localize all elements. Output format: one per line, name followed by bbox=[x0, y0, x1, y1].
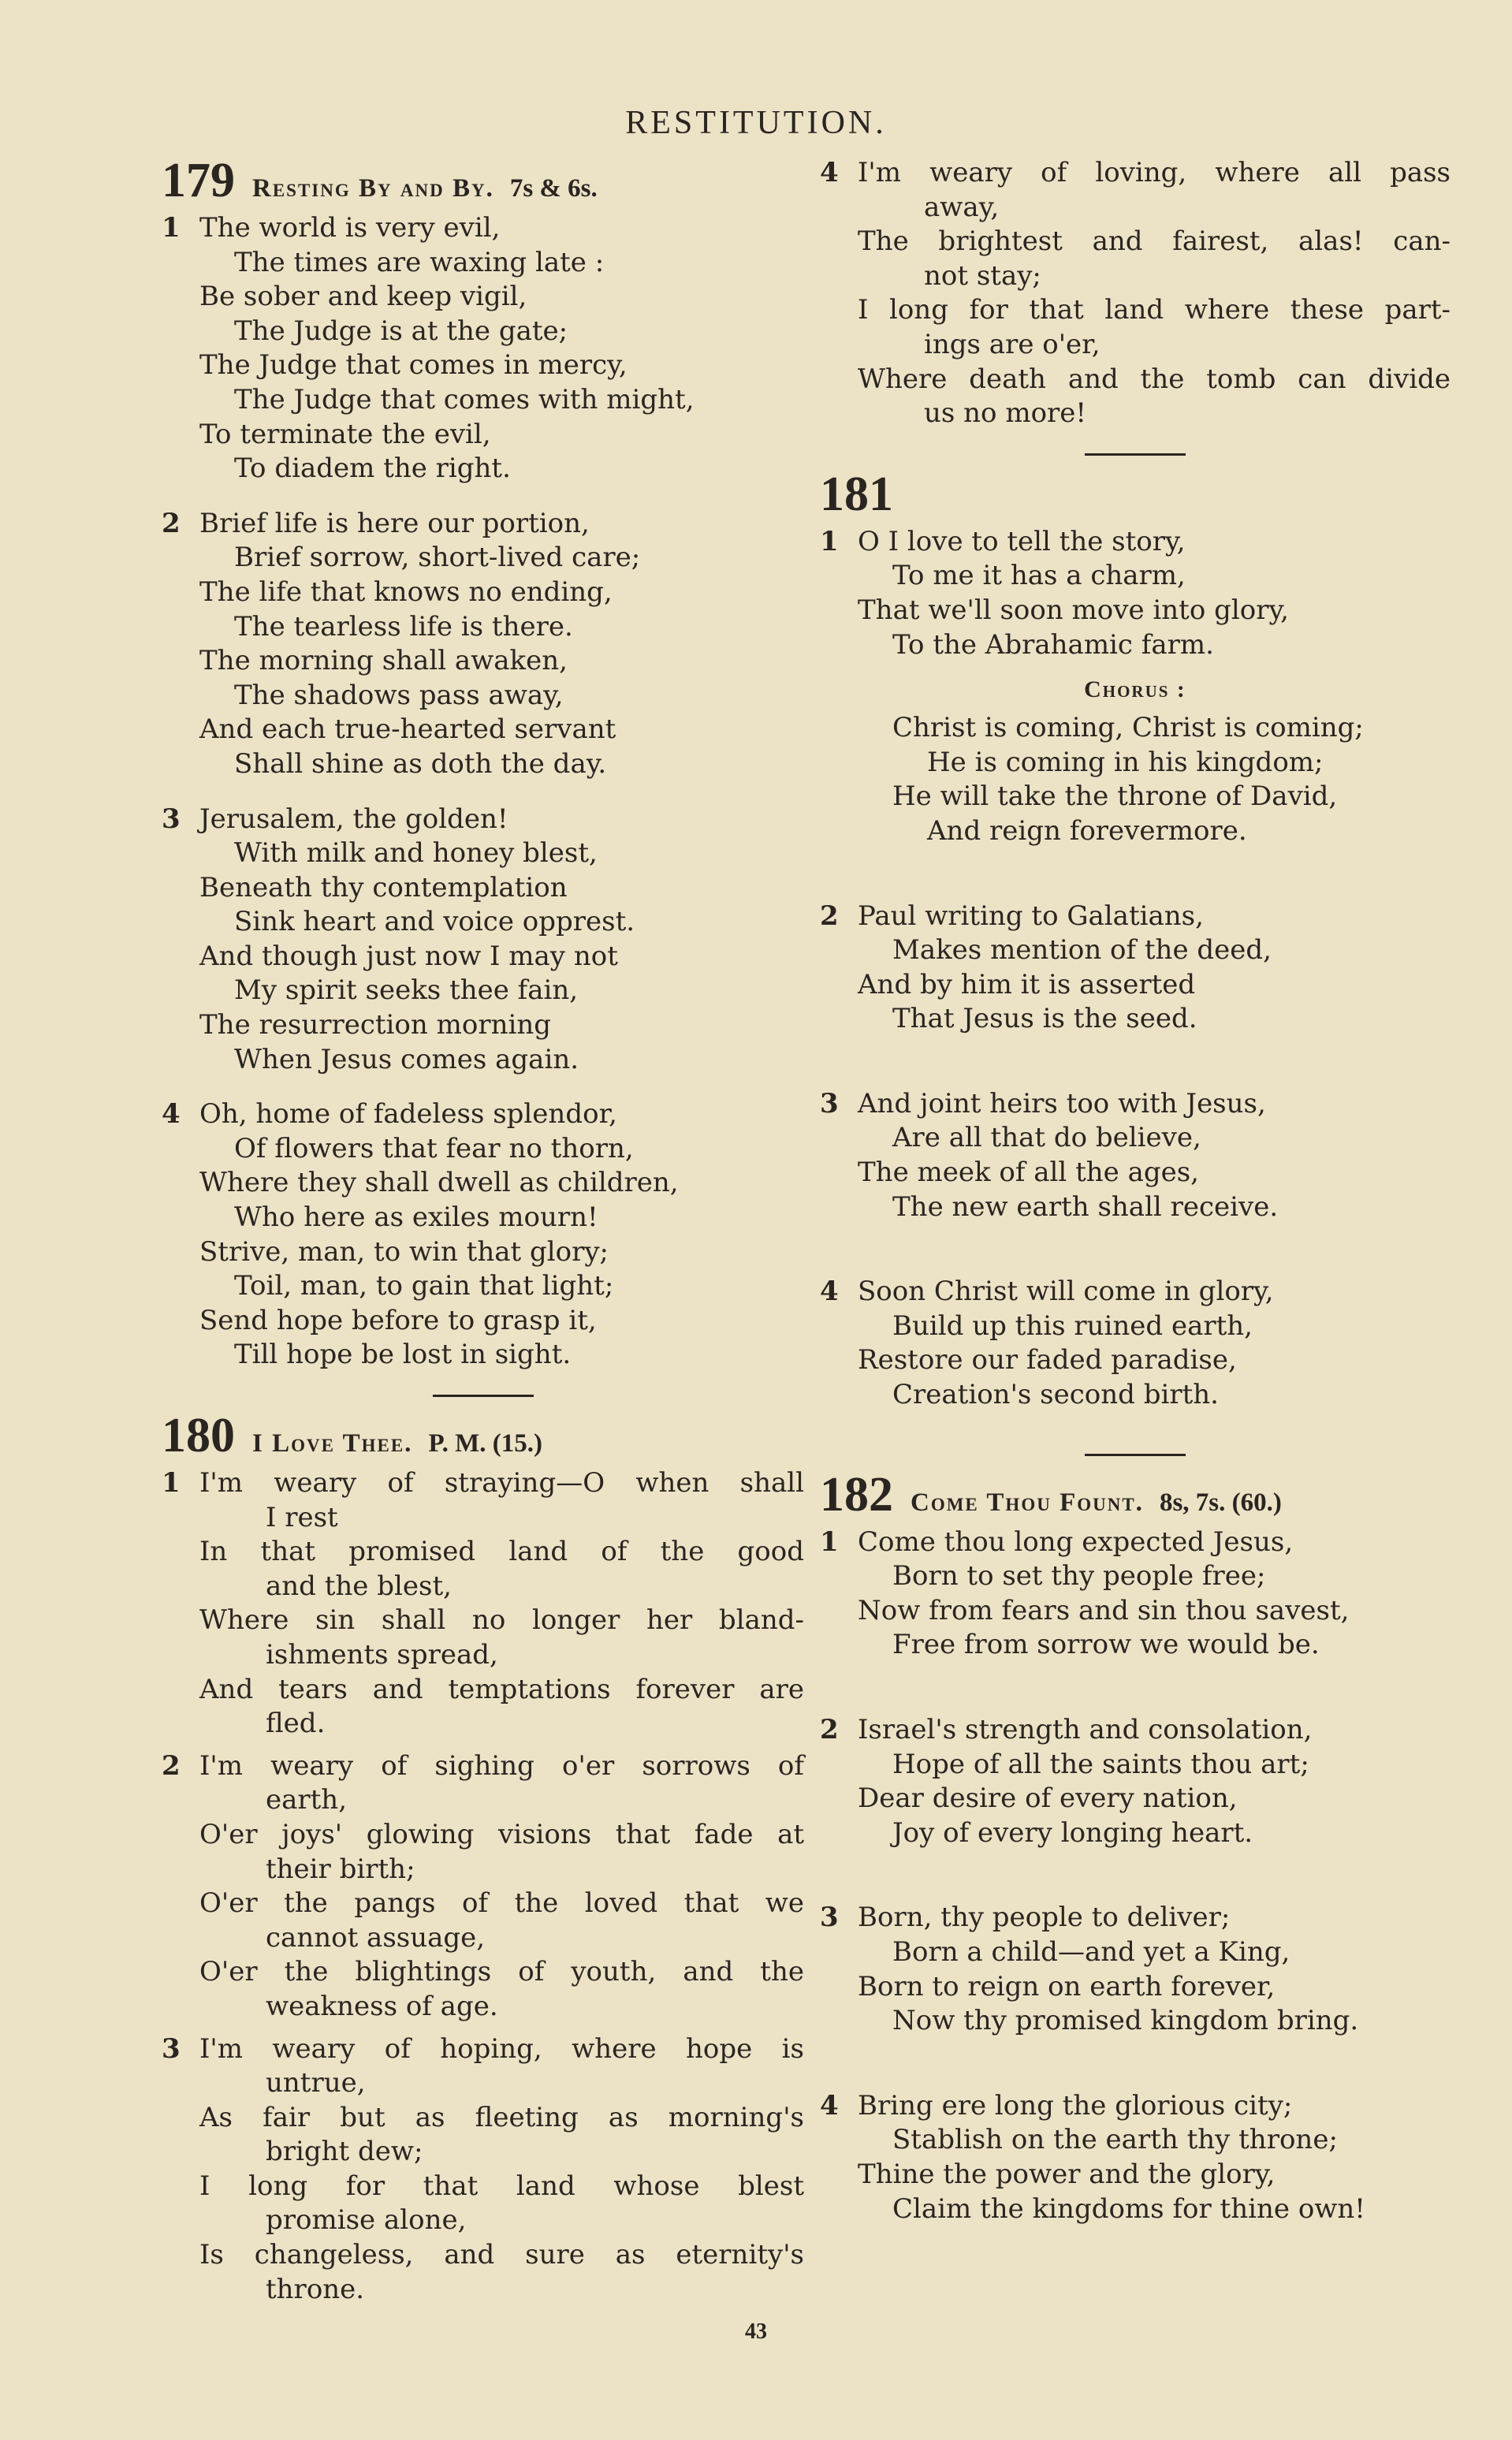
hymn-line: My spirit seeks thee fain, bbox=[234, 974, 579, 1007]
hymn-line: The meek of all the ages, bbox=[858, 1157, 1199, 1189]
hymn-line: and the blest, bbox=[266, 1570, 452, 1602]
hymn-line: I'm weary of straying—O when shall bbox=[199, 1467, 804, 1499]
hymn-line: I'm weary of hoping, where hope is bbox=[199, 2032, 804, 2065]
hymn-number: 182 bbox=[820, 1467, 893, 1522]
hymn-line: To the Abrahamic farm. bbox=[892, 628, 1214, 661]
hymn-line: ishments spread, bbox=[266, 1638, 498, 1671]
hymn-line: To terminate the evil, bbox=[199, 418, 491, 450]
stanza-2 bbox=[820, 1713, 1451, 1850]
hymn-line: Be sober and keep vigil, bbox=[199, 281, 527, 313]
hymn-line: And though just now I may not bbox=[199, 940, 618, 972]
hymn-number: 180 bbox=[162, 1409, 235, 1462]
hymn-line: Of flowers that fear no thorn, bbox=[234, 1132, 634, 1164]
hymn-line: The tearless life is there. bbox=[234, 610, 573, 643]
hymn-line: I'm weary of sighing o'er sorrows of bbox=[199, 1749, 804, 1782]
stanza-4 bbox=[820, 1275, 1451, 1412]
hymn-line: I long for that land where these part- bbox=[858, 294, 1451, 326]
hymn-line: Dear desire of every nation, bbox=[858, 1783, 1238, 1815]
stanza-number: 1 bbox=[162, 212, 181, 244]
hymn-182 bbox=[820, 1467, 1451, 2227]
hymn-line: Stablish on the earth thy throne; bbox=[892, 2124, 1338, 2156]
hymn-line: He is coming in his kingdom; bbox=[927, 746, 1324, 778]
stanza-number: 1 bbox=[820, 1525, 839, 1558]
hymn-line: Hope of all the saints thou art; bbox=[892, 1748, 1309, 1780]
hymn-number: 181 bbox=[820, 467, 893, 521]
stanza-3 bbox=[820, 1087, 1451, 1224]
page-number: 43 bbox=[745, 2319, 767, 2344]
hymn-line: O'er joys' glowing visions that fade at bbox=[199, 1818, 804, 1850]
hymn-line: throne. bbox=[266, 2273, 365, 2305]
hymn-line: Now thy promised kingdom bring. bbox=[892, 2005, 1359, 2037]
stanza-number: 4 bbox=[820, 157, 839, 188]
hymn-title: Resting By and By. bbox=[252, 174, 494, 203]
stanza-number: 4 bbox=[820, 1276, 839, 1308]
hymn-line: Strive, man, to win that glory; bbox=[199, 1235, 609, 1268]
left-column bbox=[162, 156, 804, 2307]
hymn-line: The new earth shall receive. bbox=[892, 1190, 1279, 1223]
stanza-number: 4 bbox=[162, 1098, 181, 1131]
hymn-line: bright dew; bbox=[266, 2136, 423, 2168]
hymn-meter: 7s & 6s. bbox=[509, 174, 598, 203]
hymn-180-stanza-4 bbox=[820, 156, 1451, 431]
hymn-line: Paul writing to Galatians, bbox=[858, 900, 1204, 932]
hymn-line: Born, thy people to deliver; bbox=[858, 1902, 1231, 1934]
stanza-1 bbox=[162, 1466, 804, 1742]
hymn-line: The resurrection morning bbox=[199, 1009, 552, 1041]
hymn-line: The times are waxing late : bbox=[234, 246, 605, 278]
hymn-line: With milk and honey blest, bbox=[234, 837, 598, 870]
chorus bbox=[820, 711, 1451, 848]
hymn-line: The Judge that comes in mercy, bbox=[199, 349, 628, 382]
hymn-line: To me it has a charm, bbox=[892, 560, 1186, 592]
hymn-line: Who here as exiles mourn! bbox=[234, 1201, 598, 1234]
hymn-line: And tears and temptations forever are bbox=[199, 1673, 804, 1705]
hymn-line: The morning shall awaken, bbox=[199, 645, 568, 677]
hymn-line: And reign forevermore. bbox=[927, 814, 1247, 847]
hymn-line: Thine the power and the glory, bbox=[858, 2158, 1276, 2190]
hymn-line: Oh, home of fadeless splendor, bbox=[199, 1098, 617, 1131]
stanza-2 bbox=[162, 1749, 804, 2025]
hymn-line: Now from fears and sin thou savest, bbox=[858, 1594, 1350, 1626]
stanza-number: 1 bbox=[820, 525, 839, 557]
hymn-heading bbox=[820, 467, 1451, 521]
hymn-meter: P. M. (15.) bbox=[428, 1429, 542, 1458]
hymn-line: Creation's second birth. bbox=[892, 1379, 1219, 1411]
stanza-number: 2 bbox=[820, 1714, 839, 1745]
hymn-line: The Judge is at the gate; bbox=[234, 315, 568, 347]
right-column bbox=[820, 156, 1451, 2226]
divider-rule bbox=[433, 1395, 534, 1397]
hymn-line: That we'll soon move into glory, bbox=[858, 594, 1289, 626]
hymn-line: Bring ere long the glorious city; bbox=[858, 2089, 1293, 2121]
hymn-line: When Jesus comes again. bbox=[234, 1043, 579, 1075]
hymn-line: That Jesus is the seed. bbox=[892, 1003, 1197, 1035]
hymn-heading bbox=[820, 1467, 1451, 1522]
hymn-line: I long for that land whose blest bbox=[199, 2170, 804, 2202]
hymn-line: Claim the kingdoms for thine own! bbox=[892, 2192, 1365, 2225]
hymn-line: untrue, bbox=[266, 2067, 366, 2099]
hymn-heading bbox=[162, 156, 804, 205]
stanza-number: 1 bbox=[162, 1467, 181, 1499]
hymn-line: Brief sorrow, short-lived care; bbox=[234, 542, 641, 574]
hymn-line: Toil, man, to gain that light; bbox=[234, 1270, 614, 1302]
hymn-line: Free from sorrow we would be. bbox=[892, 1629, 1320, 1661]
stanza-1 bbox=[162, 211, 804, 486]
hymn-line: In that promised land of the good bbox=[199, 1536, 804, 1568]
hymn-line: Israel's strength and consolation, bbox=[858, 1714, 1313, 1745]
stanza-number: 2 bbox=[820, 900, 839, 932]
stanza-3 bbox=[162, 2032, 804, 2308]
hymn-line: Where sin shall no longer her bland- bbox=[199, 1604, 804, 1637]
stanza-4 bbox=[820, 2089, 1451, 2226]
hymn-line: their birth; bbox=[266, 1853, 415, 1885]
hymn-line: The shadows pass away, bbox=[234, 679, 564, 711]
hymn-line: Joy of every longing heart. bbox=[892, 1816, 1253, 1849]
hymn-line: Where death and the tomb can divide bbox=[858, 363, 1451, 395]
stanza-3 bbox=[162, 803, 804, 1078]
hymn-line: Born to reign on earth forever, bbox=[858, 1970, 1276, 2002]
hymn-line: earth, bbox=[266, 1784, 348, 1816]
hymn-line: Born to set thy people free; bbox=[892, 1560, 1266, 1593]
hymn-line: Is changeless, and sure as eternity's bbox=[199, 2239, 804, 2271]
hymn-line: weakness of age. bbox=[266, 1990, 498, 2022]
stanza-number: 3 bbox=[162, 2032, 181, 2065]
hymn-line: And by him it is asserted bbox=[858, 968, 1196, 1000]
section-header: RESTITUTION. bbox=[625, 105, 887, 141]
stanza-3 bbox=[820, 1901, 1451, 2038]
hymn-line: To diadem the right. bbox=[234, 453, 511, 485]
stanza-1 bbox=[820, 525, 1451, 662]
hymn-meter: 8s, 7s. (60.) bbox=[1159, 1488, 1282, 1517]
hymn-179 bbox=[162, 156, 804, 1373]
hymn-line: Come thou long expected Jesus, bbox=[858, 1525, 1294, 1558]
hymn-line: The brightest and fairest, alas! can- bbox=[858, 225, 1451, 258]
hymn-line: As fair but as fleeting as morning's bbox=[199, 2101, 804, 2133]
hymn-number: 179 bbox=[162, 154, 235, 207]
hymn-line: O'er the blightings of youth, and the bbox=[199, 1956, 804, 1988]
hymn-line: Brief life is here our portion, bbox=[199, 507, 590, 539]
hymn-line: Born a child—and yet a King, bbox=[892, 1935, 1290, 1968]
hymn-line: O'er the pangs of the loved that we bbox=[199, 1887, 804, 1920]
hymn-line: The Judge that comes with might, bbox=[234, 383, 695, 415]
hymn-line: Till hope be lost in sight. bbox=[234, 1339, 572, 1371]
hymn-line: us no more! bbox=[924, 397, 1087, 430]
hymn-line: away, bbox=[924, 191, 1000, 223]
chorus-label: Chorus : bbox=[1084, 676, 1186, 703]
hymn-line: not stay; bbox=[924, 259, 1041, 292]
hymn-line: The life that knows no ending, bbox=[199, 576, 613, 608]
hymn-line: promise alone, bbox=[266, 2204, 467, 2237]
hymn-line: Are all that do believe, bbox=[892, 1122, 1201, 1154]
stanza-number: 3 bbox=[820, 1087, 839, 1119]
hymn-line: Soon Christ will come in glory, bbox=[858, 1276, 1274, 1308]
hymn-heading bbox=[162, 1411, 804, 1460]
hymn-line: I rest bbox=[266, 1501, 338, 1533]
hymn-line: ings are o'er, bbox=[924, 328, 1100, 360]
hymn-line: Build up this ruined earth, bbox=[892, 1309, 1253, 1342]
hymn-line: I'm weary of loving, where all pass bbox=[858, 157, 1451, 188]
hymn-line: And joint heirs too with Jesus, bbox=[858, 1087, 1266, 1119]
hymn-line: Shall shine as doth the day. bbox=[234, 747, 607, 780]
stanza-4 bbox=[162, 1097, 804, 1373]
stanza-number: 2 bbox=[162, 1749, 181, 1782]
stanza-number: 2 bbox=[162, 507, 181, 539]
hymn-line: He will take the throne of David, bbox=[892, 780, 1338, 813]
hymn-line: Where they shall dwell as children, bbox=[199, 1167, 679, 1199]
hymn-title: Come Thou Fount. bbox=[911, 1488, 1144, 1517]
hymn-title: I Love Thee. bbox=[252, 1429, 413, 1458]
divider-rule bbox=[1085, 1454, 1186, 1456]
hymn-line: O I love to tell the story, bbox=[858, 525, 1186, 557]
hymn-line: Beneath thy contemplation bbox=[199, 871, 568, 903]
stanza-number: 3 bbox=[820, 1902, 839, 1934]
hymn-line: Jerusalem, the golden! bbox=[199, 803, 508, 835]
hymn-181 bbox=[820, 467, 1451, 1413]
hymn-line: Christ is coming, Christ is coming; bbox=[892, 712, 1364, 744]
hymn-line: cannot assuage, bbox=[266, 1921, 486, 1954]
divider-rule bbox=[1085, 453, 1186, 456]
hymn-line: Send hope before to grasp it, bbox=[199, 1304, 597, 1336]
stanza-number: 3 bbox=[162, 803, 181, 835]
hymn-line: fled. bbox=[266, 1708, 326, 1740]
stanza-number: 4 bbox=[820, 2089, 839, 2121]
stanza-1 bbox=[820, 1525, 1451, 1663]
hymn-line: The world is very evil, bbox=[199, 212, 501, 244]
hymn-line: Makes mention of the deed, bbox=[892, 934, 1272, 967]
hymn-line: Restore our faded paradise, bbox=[858, 1344, 1237, 1376]
hymn-line: Sink heart and voice opprest. bbox=[234, 906, 635, 938]
stanza-2 bbox=[820, 900, 1451, 1037]
stanza-2 bbox=[162, 507, 804, 782]
hymn-180 bbox=[162, 1411, 804, 2307]
hymn-line: And each true-hearted servant bbox=[199, 713, 616, 746]
